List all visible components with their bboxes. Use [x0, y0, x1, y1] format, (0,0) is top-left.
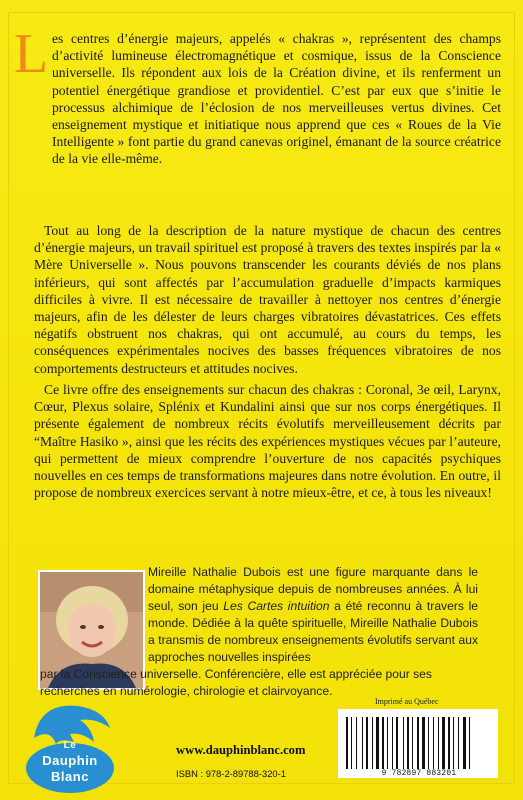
barcode-bar [346, 717, 348, 769]
barcode-bar [422, 717, 425, 769]
barcode [338, 709, 498, 778]
barcode-bar [433, 717, 434, 769]
barcode-bar [412, 717, 413, 769]
barcode-bar [469, 717, 470, 769]
barcode-bar [387, 717, 388, 769]
barcode-digits: 9 782897 883201 [381, 770, 457, 778]
barcode-bar [351, 717, 352, 769]
publisher-url[interactable]: www.dauphinblanc.com [176, 743, 306, 757]
barcode-bar [396, 717, 398, 769]
isbn-label: ISBN : 978-2-89788-320-1 [176, 768, 286, 779]
publisher-logo [20, 698, 120, 793]
barcode-bar [428, 717, 429, 769]
barcode-bar [407, 717, 409, 769]
barcode-bar [458, 717, 459, 769]
barcode-bar [438, 717, 439, 769]
barcode-bar [356, 717, 357, 769]
barcode-bar [382, 717, 384, 769]
barcode-bar [403, 717, 404, 769]
barcode-bar [372, 717, 373, 769]
printed-in-label: Imprimé au Québec [375, 697, 439, 706]
barcode-bar [392, 717, 393, 769]
author-bio: Mireille Nathalie Dubois est une figure marquante dans le domaine métaphysique depuis de nombreuses années. À lui seul, son jeu Les Cartes intuition a été reconnu à travers le monde. Dédiée à la quête spirituelle, Mireille Nathalie Dubois a transmis de nombreux enseignements évolutifs servant aux approches nouvelles inspirées [148, 565, 478, 664]
author-bio-end: par la Conscience universelle. Conférencière, elle est appréciée pour ses recherches en numérologie, chirologie et clairvoyance. [40, 667, 432, 698]
logo-text-blanc: Blanc [51, 769, 89, 784]
barcode-bar [463, 717, 466, 769]
paragraph-intro: es centres d’énergie majeurs, appelés « chakras », représentent des champs d’activité lumineuse électromagnétique et cosmique, issus de la Conscience universelle. Ils répondent aux lois de la Création divine, et ils renferment un potentiel énergétique grandiose et providentiel. C’est par eux que s’initie le processus alchimique de l’éclosion de nos merveilleuses vertus divines. Cet enseignement mystique et initiatique nous apprend que ces « Roues de la Vie Intelligente » font partie du grand canevas originel, émanant de la source créatrice de la vie elle-même. [52, 31, 501, 167]
barcode-bar [453, 717, 454, 769]
logo-text-le: Le [63, 740, 77, 751]
paragraph-book-summary: Ce livre offre des enseignements sur chacun des chakras : Coronal, 3e œil, Larynx, Cœur, Plexus solaire, Splénix et Kundalini ainsi que sur nos corps énergétiques. Il présente également de nombreux récits évolutifs merveilleusement décrits par “Maître Hasiko », ainsi que les récits des expériences mystiques vécues par l’auteure, qui permettent de mieux comprendre l’ouverture de nos capacités psychiques nouvelles en ces temps de transformations majeures dans notre évolution. En outre, il propose de nombreux exercices servant à notre mieux-être, et ce, à tous les niveaux! [34, 382, 501, 501]
paragraph-description: Tout au long de la description de la nature mystique de chacun des centres d’énergie majeurs, un travail spirituel est proposé à travers des textes inspirés par la « Mère Universelle ». Nous pouvons transcender les courants déviés de nos plans inférieurs, qui sont affectés par l’accumulation graduelle d’impacts karmiques difficiles à vivre. Il est nécessaire de travailler à nettoyer nos centres d’énergie majeurs, afin de les délester de leurs charges vibratoires dévastatrices. Ces effets négatifs obstruent nos chakras, qui ont accumulé, au cours du temps, les conséquences expérimentales nocives des basses fréquences vibratoires de nos comportements destructeurs et attitudes nocives. [34, 223, 501, 376]
book-title-italic: Les Cartes intuition [223, 599, 330, 613]
logo-text-dauphin: Dauphin [42, 753, 98, 768]
drop-cap: L [14, 23, 49, 85]
barcode-bar [366, 717, 368, 769]
barcode-bar [376, 717, 379, 769]
barcode-bar [362, 717, 363, 769]
barcode-bar [417, 717, 419, 769]
barcode-bar [442, 717, 445, 769]
barcode-bar [448, 717, 450, 769]
